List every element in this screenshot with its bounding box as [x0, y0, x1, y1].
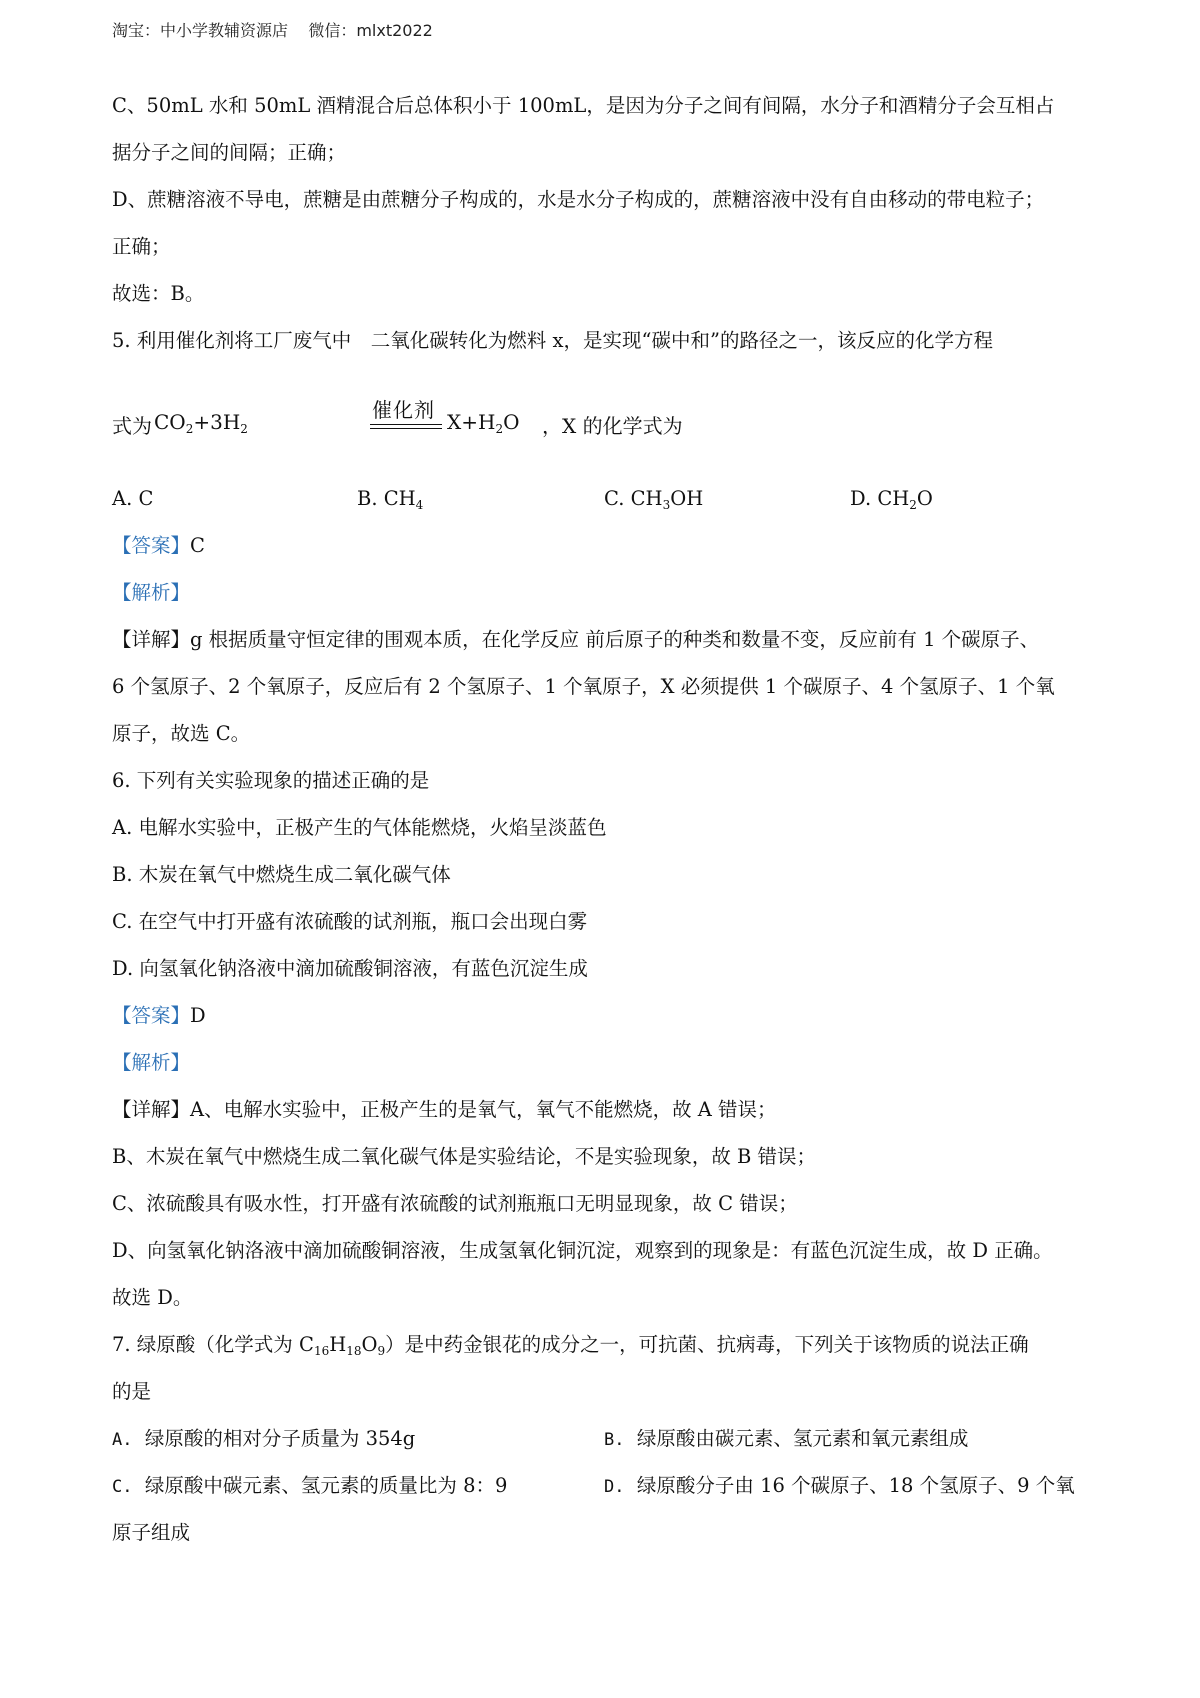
q7-option-d-line2: 原子组成 — [112, 1521, 191, 1544]
q6-option-c: C. 在空气中打开盛有浓硫酸的试剂瓶，瓶口会出现白雾 — [112, 910, 588, 933]
q5-stem-suffix: ，X 的化学式为 — [542, 414, 683, 438]
q5-option-c: C. $CH_3OH$ — [604, 487, 704, 512]
q7-option-b: B. 绿原酸由碳元素、氢元素和氧元素组成 — [604, 1427, 969, 1450]
q7-option-c: C. 绿原酸中碳元素、氢元素的质量比为 8：9 — [112, 1474, 508, 1497]
q6-detail-line4: D、向氢氧化钠洛液中滴加硫酸铜溶液，生成氢氧化铜沉淀，观察到的现象是：有蓝色沉淀生成，故 D 正确。 — [112, 1239, 1053, 1262]
q7-stem-line2: 的是 — [112, 1380, 152, 1403]
q4-option-d-line1: D、蔗糖溶液不导电，蔗糖是由蔗糖分子构成的，水是水分子构成的，蔗糖溶液中没有自由移动的带电粒子； — [112, 188, 1045, 211]
q7-stem-line1: 7. 绿原酸（化学式为 $C_{16}H_{18}O_9$）是中药金银花的成分之一，可抗菌、抗病毒，下列关于该物质的说法正确 — [112, 1333, 1029, 1358]
q5-products: $X+H_2O$ — [447, 410, 520, 436]
q6-detail-line1: 【详解】A、电解水实验中，正极产生的是氧气，氧气不能燃烧，故 A 错误； — [112, 1098, 777, 1121]
q5-catalyst-label: 催化剂 — [372, 398, 435, 422]
q5-stem-line1: 5. 利用催化剂将工厂废气中 二氧化碳转化为燃料 x，是实现“碳中和”的路径之一，该反应的化学方程 — [112, 329, 993, 352]
q5-reaction-arrow — [370, 394, 444, 438]
q4-choose: 故选：B。 — [112, 282, 205, 305]
q5-answer: 【答案】C — [112, 534, 205, 557]
q7-option-d: D. 绿原酸分子由 16 个碳原子、18 个氢原子、9 个氧 — [604, 1474, 1075, 1497]
q6-answer: 【答案】D — [112, 1004, 206, 1027]
answer-tag: 【答案】 — [112, 1004, 191, 1027]
q6-option-b: B. 木炭在氧气中燃烧生成二氧化碳气体 — [112, 863, 451, 886]
q5-option-b: B. $CH_4$ — [357, 487, 424, 512]
equals-bar-bottom — [370, 428, 442, 429]
q5-reactants: $CO_2+3H_2$ — [154, 410, 248, 436]
q5-detail-line3: 原子，故选 C。 — [112, 722, 251, 745]
q5-option-a: A. C — [112, 487, 154, 510]
equals-bar-top — [370, 424, 442, 425]
q6-analysis-tag: 【解析】 — [112, 1051, 191, 1074]
q5-option-d: D. $CH_2O$ — [850, 487, 933, 512]
q6-stem: 6. 下列有关实验现象的描述正确的是 — [112, 769, 430, 792]
q4-option-d-line2: 正确； — [112, 235, 171, 258]
q6-option-d: D. 向氢氧化钠洛液中滴加硫酸铜溶液，有蓝色沉淀生成 — [112, 957, 588, 980]
q7-option-a: A. 绿原酸的相对分子质量为 354g — [112, 1427, 416, 1450]
q5-detail-line2: 6 个氢原子、2 个氧原子，反应后有 2 个氢原子、1 个氧原子，X 必须提供 1 个碳原子、4 个氢原子、1 个氧 — [112, 675, 1055, 698]
q5-detail-line1: 【详解】g 根据质量守恒定律的围观本质，在化学反应 前后原子的种类和数量不变，反应前有 1 个碳原子、 — [112, 628, 1040, 651]
q6-choose: 故选 D。 — [112, 1286, 193, 1309]
q6-detail-line2: B、木炭在氧气中燃烧生成二氧化碳气体是实验结论，不是实验现象，故 B 错误； — [112, 1145, 817, 1168]
q4-option-c-line2: 据分子之间的间隔；正确； — [112, 141, 347, 164]
q6-option-a: A. 电解水实验中，正极产生的气体能燃烧，火焰呈淡蓝色 — [112, 816, 607, 839]
q5-stem-prefix: 式为 — [112, 414, 152, 438]
q5-analysis-tag: 【解析】 — [112, 581, 191, 604]
q4-option-c-line1: C、50mL 水和 50mL 酒精混合后总体积小于 100mL，是因为分子之间有间隔，水分子和酒精分子会互相占 — [112, 94, 1055, 117]
q6-detail-line3: C、浓硫酸具有吸水性，打开盛有浓硫酸的试剂瓶瓶口无明显现象，故 C 错误； — [112, 1192, 798, 1215]
answer-tag: 【答案】 — [112, 534, 191, 557]
page-header: 淘宝：中小学教辅资源店 微信：mlxt2022 — [112, 21, 433, 40]
